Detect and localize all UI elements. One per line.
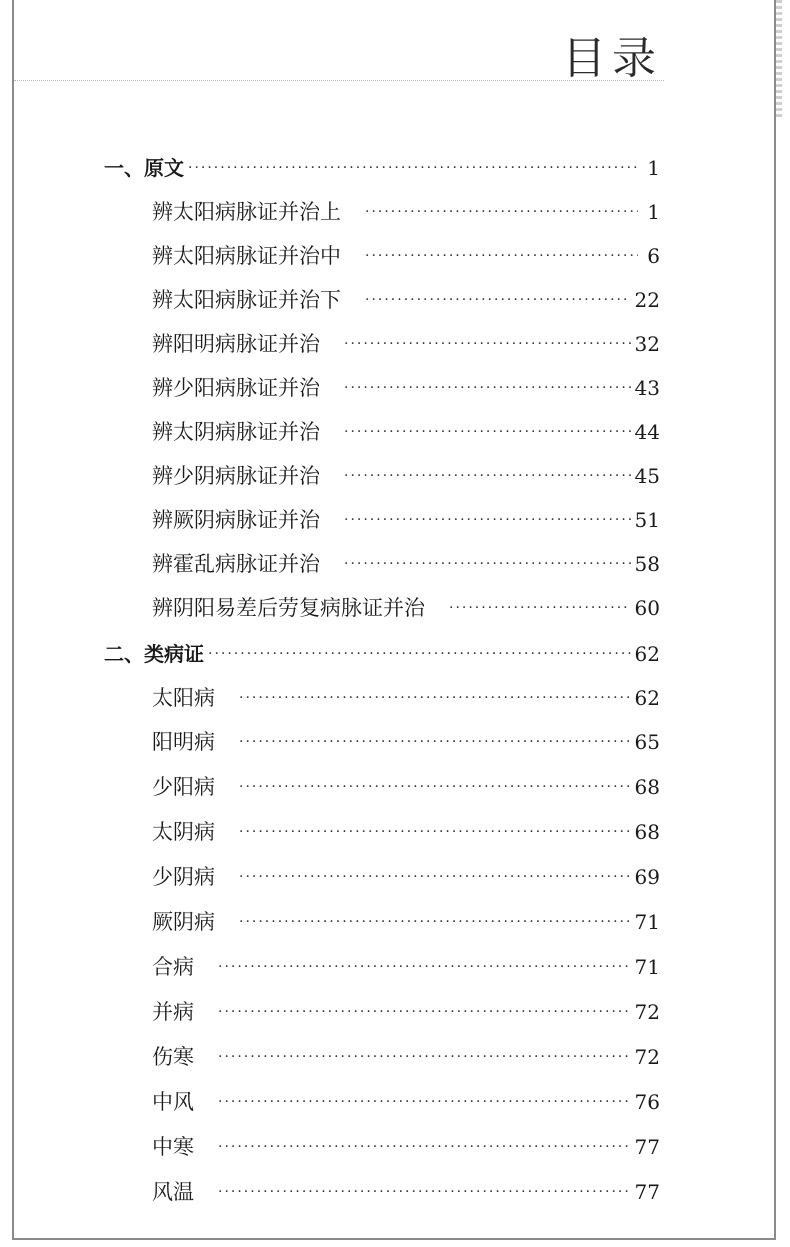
- toc-entry-page: 65: [634, 730, 660, 754]
- toc-entry-label: 一、原文: [104, 156, 184, 180]
- toc-entry: [152, 592, 660, 624]
- toc-entry-label: 辨少阳病脉证并治: [152, 376, 320, 400]
- toc-entry: [152, 460, 660, 492]
- toc-entry-label: 风温: [152, 1180, 194, 1204]
- toc-entry-label: 辨太阳病脉证并治上: [152, 200, 341, 224]
- toc-entry-label: 并病: [152, 1000, 194, 1024]
- toc-entry-page: 1: [647, 200, 660, 224]
- toc-entry-label: 太阴病: [152, 820, 215, 844]
- dot-leader: [188, 161, 638, 175]
- heading-divider: [14, 80, 664, 81]
- dot-leader: [344, 381, 631, 395]
- toc-entry: [152, 771, 660, 803]
- toc-entry: [152, 682, 660, 714]
- dot-leader: [344, 513, 631, 527]
- toc-entry-page: 71: [634, 955, 660, 979]
- dot-leader: [239, 735, 631, 749]
- toc-entry-label: 少阳病: [152, 775, 215, 799]
- toc-entry: [152, 1176, 660, 1208]
- toc-entry-page: 51: [634, 508, 660, 532]
- dot-leader: [365, 293, 631, 307]
- toc-entry: [152, 996, 660, 1028]
- toc-entry: [152, 240, 660, 272]
- toc-entry-page: 77: [634, 1135, 660, 1159]
- toc-entry-label: 合病: [152, 955, 194, 979]
- dot-leader: [344, 337, 631, 351]
- toc-entry-label: 辨太阳病脉证并治下: [152, 288, 341, 312]
- toc-entry-page: 76: [634, 1090, 660, 1114]
- toc-entry-page: 68: [634, 820, 660, 844]
- toc-entry-label: 辨阳明病脉证并治: [152, 332, 320, 356]
- dot-leader: [344, 557, 631, 571]
- toc-entry: [152, 1086, 660, 1118]
- toc-entry-page: 60: [634, 596, 660, 620]
- dot-leader: [218, 1050, 631, 1064]
- toc-entry: [152, 504, 660, 536]
- toc-entry: [152, 196, 660, 228]
- toc-entry-label: 太阳病: [152, 686, 215, 710]
- toc-entry: [152, 951, 660, 983]
- toc-entry-page: 62: [634, 686, 660, 710]
- toc-entry-label: 辨厥阴病脉证并治: [152, 508, 320, 532]
- toc-entry: [152, 284, 660, 316]
- toc-entry: [152, 726, 660, 758]
- toc-entry-page: 58: [634, 552, 660, 576]
- toc-entry: [152, 416, 660, 448]
- dot-leader: [239, 825, 631, 839]
- toc-entry-label: 中寒: [152, 1135, 194, 1159]
- toc-entry-page: 77: [634, 1180, 660, 1204]
- dot-leader: [239, 780, 631, 794]
- toc-entry-page: 44: [634, 420, 660, 444]
- toc-entry-label: 中风: [152, 1090, 194, 1114]
- toc-entry-page: 43: [634, 376, 660, 400]
- dot-leader: [239, 691, 631, 705]
- dot-leader: [218, 1185, 631, 1199]
- toc-entry-page: 68: [634, 775, 660, 799]
- toc-entry-page: 32: [634, 332, 660, 356]
- toc-entry-page: 71: [634, 910, 660, 934]
- dot-leader: [365, 249, 638, 263]
- dot-leader: [344, 425, 631, 439]
- toc-entry: [152, 906, 660, 938]
- toc-entry-label: 伤寒: [152, 1045, 194, 1069]
- toc-section: [104, 638, 660, 670]
- toc-entry-label: 二、类病证: [104, 642, 204, 666]
- toc-entry: [152, 1041, 660, 1073]
- page-edge-shadow: [776, 0, 782, 120]
- toc-entry: [152, 1131, 660, 1163]
- toc-entry-page: 6: [647, 244, 660, 268]
- dot-leader: [218, 1005, 631, 1019]
- toc-entry-label: 辨霍乱病脉证并治: [152, 552, 320, 576]
- dot-leader: [208, 647, 631, 661]
- toc-entry-page: 69: [634, 865, 660, 889]
- toc-section: [104, 152, 660, 184]
- toc-entry-label: 辨少阴病脉证并治: [152, 464, 320, 488]
- toc-entry-page: 1: [647, 156, 660, 180]
- dot-leader: [344, 469, 631, 483]
- toc-entry: [152, 328, 660, 360]
- toc-entry-page: 62: [634, 642, 660, 666]
- toc-entry: [152, 861, 660, 893]
- toc-entry-label: 阳明病: [152, 730, 215, 754]
- dot-leader: [218, 1095, 631, 1109]
- toc-entry-page: 72: [634, 1045, 660, 1069]
- toc-entry-label: 少阴病: [152, 865, 215, 889]
- toc-entry-label: 厥阴病: [152, 910, 215, 934]
- toc-entry: [152, 816, 660, 848]
- toc-entry-label: 辨太阳病脉证并治中: [152, 244, 341, 268]
- toc-entry-page: 45: [634, 464, 660, 488]
- dot-leader: [218, 960, 631, 974]
- toc-heading: 目录: [562, 33, 662, 84]
- toc-entry: [152, 372, 660, 404]
- toc-entry: [152, 548, 660, 580]
- toc-entry-page: 72: [634, 1000, 660, 1024]
- dot-leader: [239, 870, 631, 884]
- toc-entry-page: 22: [634, 288, 660, 312]
- toc-entry-label: 辨阴阳易差后劳复病脉证并治: [152, 596, 425, 620]
- dot-leader: [365, 205, 638, 219]
- toc-entry-label: 辨太阴病脉证并治: [152, 420, 320, 444]
- dot-leader: [218, 1140, 631, 1154]
- dot-leader: [449, 601, 631, 615]
- dot-leader: [239, 915, 631, 929]
